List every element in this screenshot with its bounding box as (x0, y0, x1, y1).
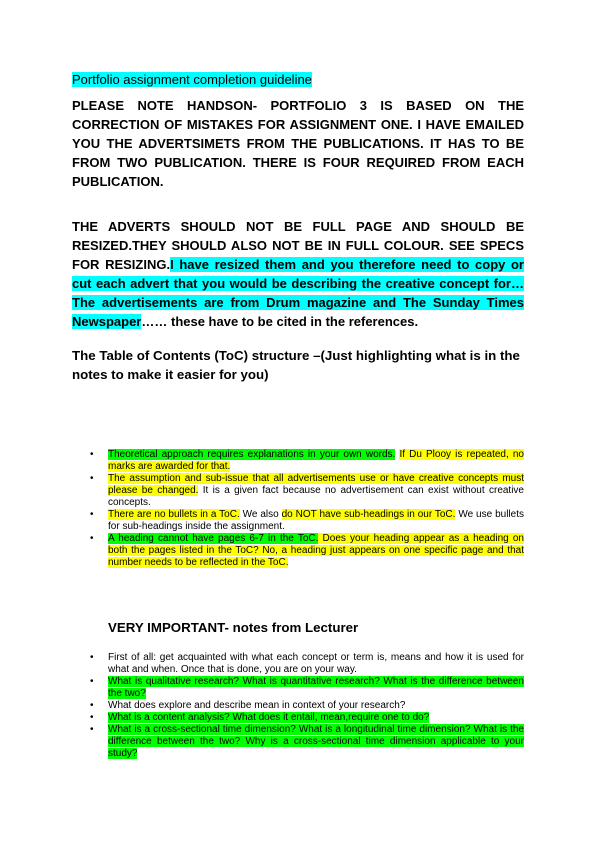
toc-item-text: There are no bullets in a ToC. (108, 509, 240, 520)
list-item (90, 509, 524, 533)
bullet-icon: • (90, 533, 94, 544)
toc-item-text: Theoretical approach requires explanations in your own words. (108, 449, 396, 460)
bullet-icon: • (90, 449, 94, 460)
toc-item-text: Does your heading appear as a heading on both the pages listed in the ToC? No, a heading just appears on one specific page and that number needs to be reflected in the ToC. (108, 533, 524, 568)
bullet-icon: • (90, 509, 94, 520)
toc-item-text: A heading cannot have pages 6-7 in the ToC. (108, 533, 319, 544)
bullet-icon: • (90, 700, 94, 711)
bullet-icon: • (90, 652, 94, 663)
note-item-text: First of all: get acquainted with what each concept or term is, means and how it is used for what and when. Once that is done, you are on your way. (108, 652, 524, 675)
list-item (90, 473, 524, 509)
notes-heading: VERY IMPORTANT- notes from Lecturer (108, 620, 359, 635)
list-item (90, 533, 524, 569)
note-item-text: What is a content analysis? What does it entail, mean,require one to do? (108, 712, 430, 723)
intro-paragraph-1: PLEASE NOTE HANDSON- PORTFOLIO 3 IS BASED ON THE CORRECTION OF MISTAKES FOR ASSIGNMENT ONE. I HAVE EMAILED YOU THE ADVERTSIMETS FROM THE PUBLICATIONS. IT HAS TO BE FROM TWO PUBLICATION. THERE IS FOUR REQUIRED FROM EACH PUBLICATION. (72, 98, 524, 189)
resize-note-highlight: I have resized them and you therefore need to copy or cut each advert that you would be describing the creative concept for… The advertisements are from Drum magazine and The Sunday Times Newspaper (72, 257, 524, 329)
intro-paragraph-2 (72, 217, 524, 331)
toc-item-text: We also (239, 509, 282, 520)
toc-list (90, 449, 524, 569)
bullet-icon: • (90, 712, 94, 723)
list-item (90, 449, 524, 473)
document-title (72, 72, 312, 88)
toc-item-text: If Du Plooy is repeated, no marks are awarded for that. (108, 449, 524, 472)
toc-item-text: It is a given fact because no advertisement can exist without creative concepts. (108, 485, 524, 508)
bullet-icon: • (90, 676, 94, 687)
note-item-text: What is qualitative research? What is quantitative research? What is the difference between the two? (108, 676, 524, 699)
toc-item-text: do NOT have sub-headings in our ToC. (281, 509, 456, 520)
list-item (90, 724, 524, 760)
list-item (90, 652, 524, 676)
notes-list (90, 652, 524, 760)
bullet-icon: • (90, 473, 94, 484)
toc-item-text: The assumption and sub-issue that all advertisements use or have creative concepts must please be changed. (108, 473, 524, 496)
document-title-text: Portfolio assignment completion guideline (72, 72, 312, 87)
note-item-text: What does explore and describe mean in context of your research? (108, 700, 406, 711)
bullet-icon: • (90, 724, 94, 735)
list-item (90, 700, 524, 712)
resize-instruction: THE ADVERTS SHOULD NOT BE FULL PAGE AND SHOULD BE RESIZED.THEY SHOULD ALSO NOT BE IN FULL COLOUR. SEE SPECS FOR RESIZING. (72, 219, 524, 272)
list-item (90, 712, 524, 724)
list-item (90, 676, 524, 700)
toc-item-text: We use bullets for sub-headings inside the assignment. (108, 509, 524, 532)
note-item-text: What is a cross-sectional time dimension? What is a longitudinal time dimension? What is the difference between the two? Why is a cross-sectional time dimension applicable to your study? (108, 724, 524, 759)
citation-note: …… these have to be cited in the references. (141, 314, 419, 329)
toc-heading: The Table of Contents (ToC) structure –(Just highlighting what is in the notes to make it easier for you) (72, 348, 520, 382)
